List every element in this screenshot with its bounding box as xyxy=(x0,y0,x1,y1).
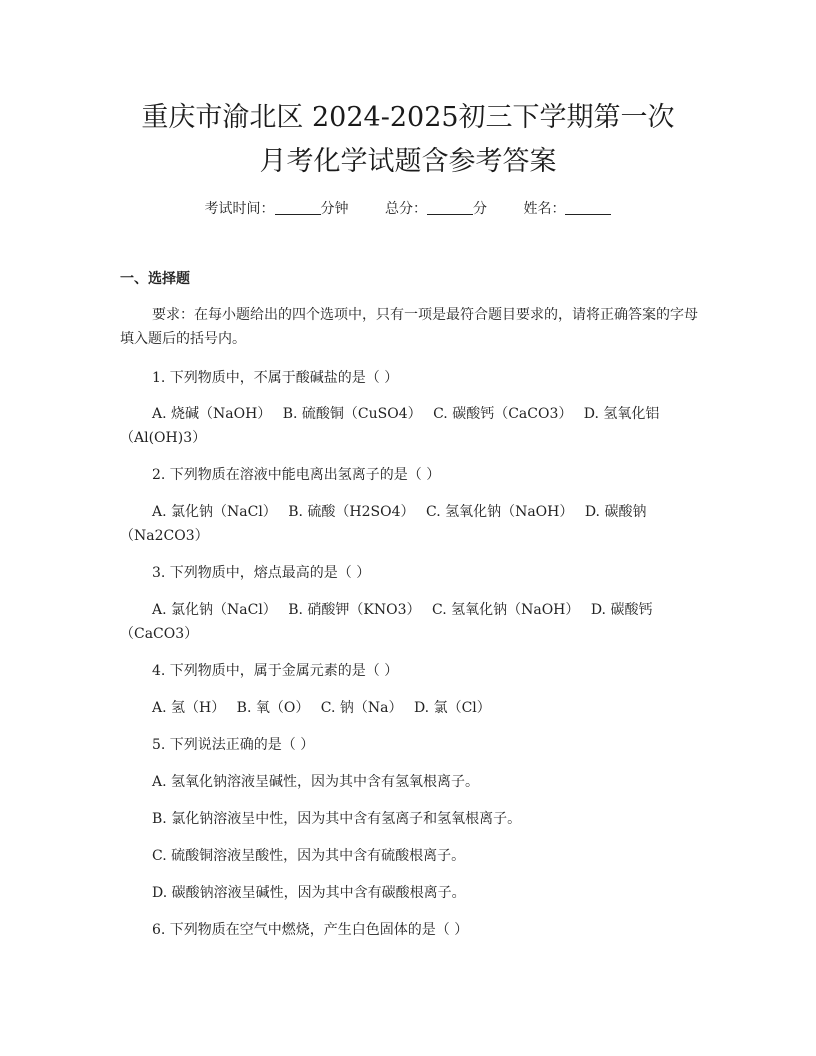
exam-time-blank xyxy=(275,200,321,215)
document-title-line-2: 月考化学试题含参考答案 xyxy=(259,146,557,177)
student-name-label: 姓名： xyxy=(523,201,566,217)
exam-time-label: 考试时间： xyxy=(204,201,275,217)
exam-time-field xyxy=(205,198,349,218)
question-1-stem: 1. 下列物质中，不属于酸碱盐的是（ ） xyxy=(152,370,399,386)
question-5-option-b: B. 氯化钠溶液呈中性，因为其中含有氢离子和氢氧根离子。 xyxy=(152,811,522,827)
total-score-field xyxy=(385,198,487,218)
total-score-blank xyxy=(427,200,473,215)
question-1-options: A. 烧碱（NaOH） B. 硫酸铜（CuSO4） C. 碳酸钙（CaCO3） D. 氢氧化铝（Al(OH)3） xyxy=(120,406,660,446)
student-name-blank xyxy=(565,200,611,215)
question-6-stem: 6. 下列物质在空气中燃烧，产生白色固体的是（ ） xyxy=(152,922,469,938)
total-score-unit: 分 xyxy=(473,201,487,217)
question-4-options: A. 氢（H） B. 氧（O） C. 钠（Na） D. 氯（Cl） xyxy=(152,700,491,716)
section-heading: 一、选择题 xyxy=(120,271,190,287)
section-requirement: 要求：在每小题给出的四个选项中，只有一项是最符合题目要求的，请将正确答案的字母填入题后的括号内。 xyxy=(120,307,698,347)
question-3-stem: 3. 下列物质中，熔点最高的是（ ） xyxy=(152,565,371,581)
question-3-options: A. 氯化钠（NaCl） B. 硝酸钾（KNO3） C. 氢氧化钠（NaOH） D. 碳酸钙（CaCO3） xyxy=(120,602,653,642)
exam-meta xyxy=(0,198,816,218)
exam-time-unit: 分钟 xyxy=(320,201,349,217)
question-5-option-d: D. 碳酸钠溶液呈碱性，因为其中含有碳酸根离子。 xyxy=(152,885,466,901)
student-name-field xyxy=(523,198,611,218)
question-5-option-c: C. 硫酸铜溶液呈酸性，因为其中含有硫酸根离子。 xyxy=(152,848,466,864)
total-score-label: 总分： xyxy=(385,201,427,217)
question-2-options: A. 氯化钠（NaCl） B. 硫酸（H2SO4） C. 氢氧化钠（NaOH） D. 碳酸钠（Na2CO3） xyxy=(120,504,647,544)
document-title-line-1: 重庆市渝北区 2024-2025初三下学期第一次 xyxy=(141,102,675,133)
question-2-stem: 2. 下列物质在溶液中能电离出氢离子的是（ ） xyxy=(152,467,441,483)
question-5-option-a: A. 氢氧化钠溶液呈碱性，因为其中含有氢氧根离子。 xyxy=(152,774,480,790)
question-4-stem: 4. 下列物质中，属于金属元素的是（ ） xyxy=(152,663,399,679)
question-5-stem: 5. 下列说法正确的是（ ） xyxy=(152,737,315,753)
